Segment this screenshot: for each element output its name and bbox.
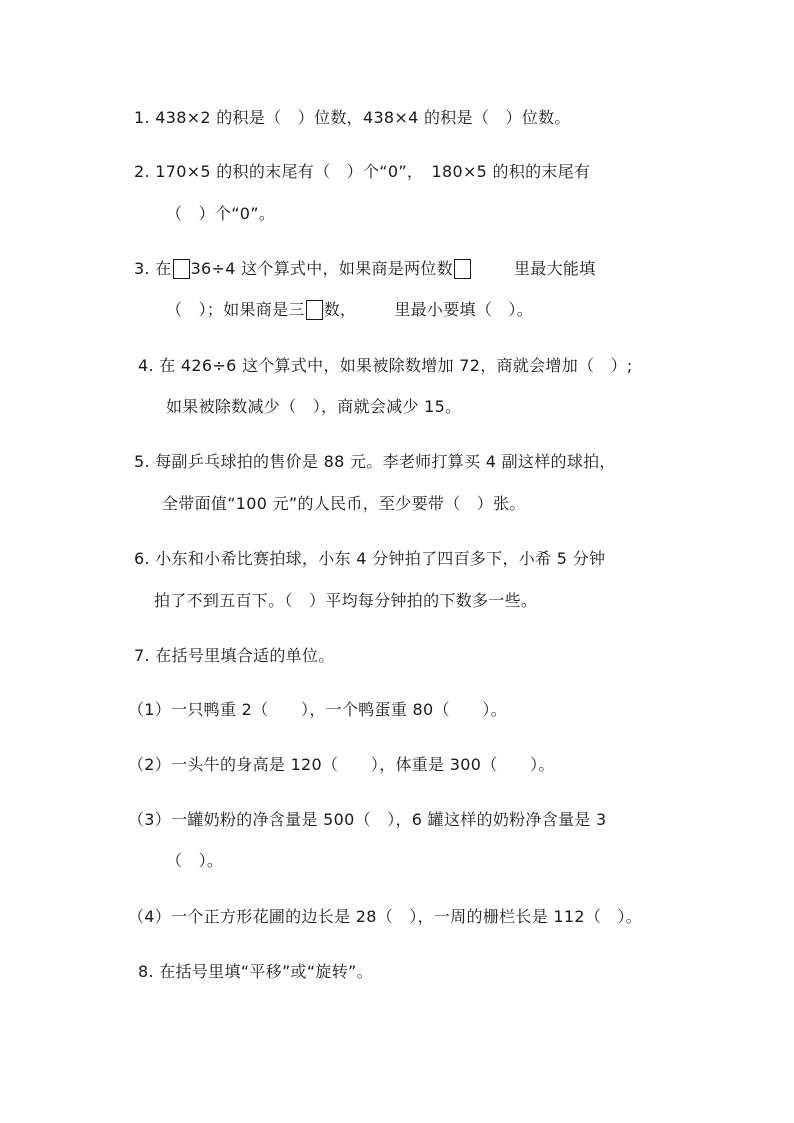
question-4-line-1: 4. 在 426÷6 这个算式中，如果被除数增加 72，商就会增加（ ）; <box>138 356 633 375</box>
question-3-text-c: 里最大能填 <box>514 259 596 278</box>
question-3-text-d: （ ）；如果商是三 <box>166 300 305 319</box>
blank-box <box>454 259 471 279</box>
question-3-text-e: 数， <box>323 300 357 319</box>
blank-box <box>173 259 190 279</box>
question-5-line-2: 全带面值“100 元”的人民币，至少要带（ ）张。 <box>162 494 526 513</box>
question-2-line-2: （ ）个“0”。 <box>166 204 276 223</box>
question-1: 1. 438×2 的积是（ ）位数，438×4 的积是（ ）位数。 <box>134 108 571 127</box>
question-8: 8. 在括号里填“平移”或“旋转”。 <box>138 962 373 981</box>
question-6-line-2: 拍了不到五百下。（ ）平均每分钟拍的下数多一些。 <box>154 591 538 610</box>
question-7-item-1: （1）一只鸭重 2（ ），一个鸭蛋重 80（ ）。 <box>128 700 507 719</box>
question-3-line-1 <box>134 259 596 279</box>
question-3-text-f: 里最小要填（ ）。 <box>394 300 534 319</box>
question-6-line-1: 6. 小东和小希比赛拍球，小东 4 分钟拍了四百多下，小希 5 分钟 <box>134 549 606 568</box>
question-3-line-2 <box>166 300 533 320</box>
question-7: 7. 在括号里填合适的单位。 <box>134 646 335 665</box>
question-5-line-1: 5. 每副乒乓球拍的售价是 88 元。李老师打算买 4 副这样的球拍， <box>134 452 616 471</box>
question-3-text-a: 3. 在 <box>134 259 172 278</box>
question-7-item-2: （2）一头牛的身高是 120（ ），体重是 300（ ）。 <box>128 755 555 774</box>
blank-box <box>306 300 323 320</box>
question-4-line-2: 如果被除数减少（ ），商就会减少 15。 <box>166 397 462 416</box>
question-7-item-3-line-2: （ ）。 <box>166 851 224 870</box>
question-7-item-4: （4）一个正方形花圃的边长是 28（ ），一周的栅栏长是 112（ ）。 <box>128 907 643 926</box>
question-2-line-1: 2. 170×5 的积的末尾有（ ）个“0”， 180×5 的积的末尾有 <box>134 162 591 181</box>
question-3-text-b: 36÷4 这个算式中，如果商是两位数 <box>190 259 453 278</box>
question-7-item-3-line-1: （3）一罐奶粉的净含量是 500（ ），6 罐这样的奶粉净含量是 3 <box>128 810 607 829</box>
